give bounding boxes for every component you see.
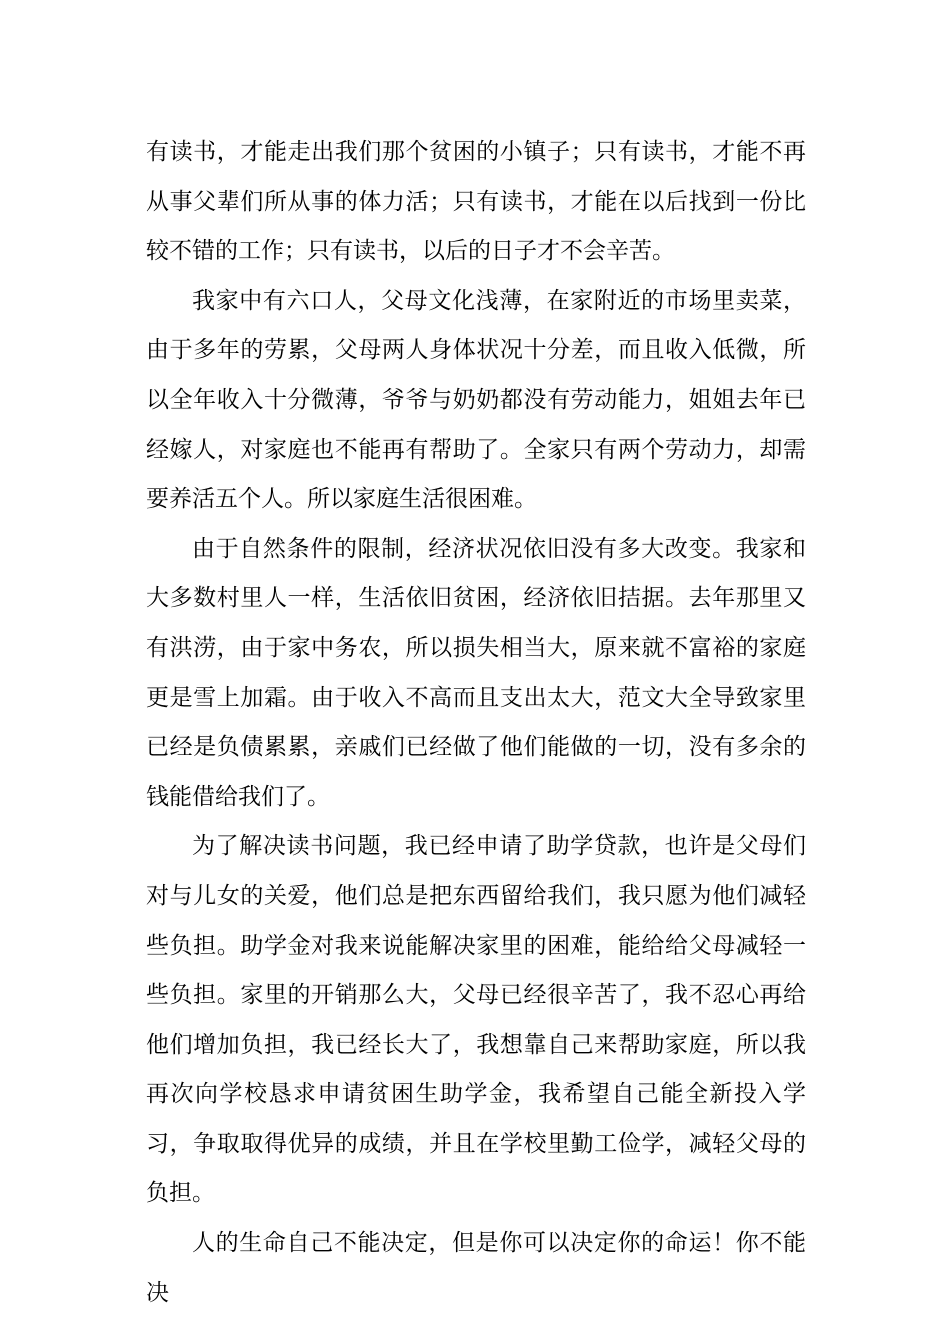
paragraph: 由于自然条件的限制，经济状况依旧没有多大改变。我家和大多数村里人一样，生活依旧贫困，经济依旧拮据。去年那里又有洪涝，由于家中务农，所以损失相当大，原来就不富裕的家庭更是雪上加霜。由于收入不高而且支出太大，范文大全导致家里已经是负债累累，亲戚们已经做了他们能做的一切，没有多余的钱能借给我们了。 bbox=[146, 535, 806, 810]
document-body bbox=[146, 128, 806, 1318]
paragraph: 为了解决读书问题，我已经申请了助学贷款，也许是父母们对与儿女的关爱，他们总是把东西留给我们，我只愿为他们减轻些负担。助学金对我来说能解决家里的困难，能给给父母减轻一些负担。家里的开销那么大，父母已经很辛苦了，我不忍心再给他们增加负担，我已经长大了，我想靠自己来帮助家庭，所以我再次向学校恳求申请贫困生助学金，我希望自己能全新投入学习，争取取得优异的成绩，并且在学校里勤工俭学，减轻父母的负担。 bbox=[146, 833, 806, 1207]
paragraph: 有读书，才能走出我们那个贫困的小镇子；只有读书，才能不再从事父辈们所从事的体力活；只有读书，才能在以后找到一份比较不错的工作；只有读书，以后的日子才不会辛苦。 bbox=[146, 139, 806, 265]
paragraph: 我家中有六口人，父母文化浅薄，在家附近的市场里卖菜，由于多年的劳累，父母两人身体状况十分差，而且收入低微，所以全年收入十分微薄，爷爷与奶奶都没有劳动能力，姐姐去年已经嫁人，对家庭也不能再有帮助了。全家只有两个劳动力，却需要养活五个人。所以家庭生活很困难。 bbox=[146, 287, 806, 513]
paragraph: 人的生命自己不能决定，但是你可以决定你的命运！你不能决 bbox=[146, 1230, 806, 1306]
